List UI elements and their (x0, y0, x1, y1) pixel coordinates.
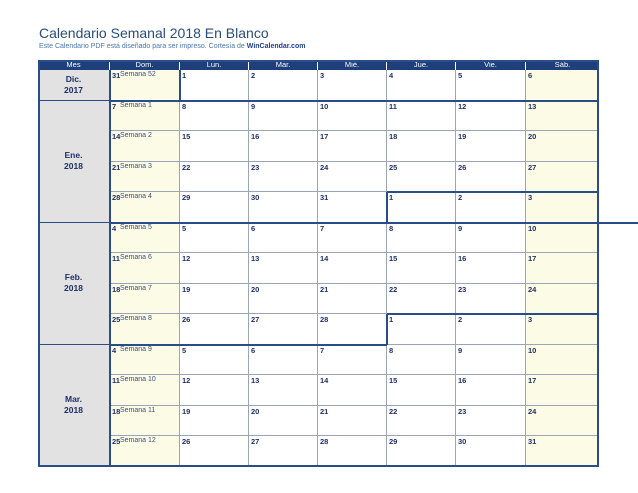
day-number: 20 (528, 132, 537, 141)
day-cell[interactable] (110, 436, 180, 467)
week-number-label: Semana 8 (120, 315, 152, 322)
day-cell[interactable] (387, 131, 456, 162)
day-cell[interactable] (456, 406, 526, 437)
day-number: 22 (389, 406, 398, 416)
day-cell[interactable] (110, 192, 180, 223)
month-boundary-line (110, 222, 387, 224)
month-label (38, 345, 109, 467)
day-cell[interactable] (526, 192, 599, 223)
day-number: 2 (251, 71, 256, 80)
day-cell[interactable] (387, 284, 456, 315)
month-boundary-line (387, 191, 599, 193)
day-cell[interactable] (249, 345, 318, 376)
month-boundary-line (110, 344, 387, 346)
day-number: 2 (458, 315, 463, 324)
day-number: 27 (528, 162, 537, 172)
day-number: 31 (320, 193, 329, 202)
day-cell[interactable] (318, 131, 387, 162)
week-number-label: Semana 11 (120, 406, 156, 414)
day-cell[interactable] (318, 314, 387, 345)
day-cell[interactable] (526, 70, 599, 101)
day-cell[interactable] (456, 345, 526, 376)
day-number: 16 (458, 254, 467, 263)
day-cell[interactable] (180, 131, 249, 162)
day-cell[interactable] (318, 253, 387, 284)
day-number: 29 (389, 437, 398, 446)
day-number: 18 (389, 132, 398, 141)
week-number-label: Semana 9 (120, 345, 152, 353)
day-number: 6 (251, 345, 256, 355)
day-cell[interactable] (387, 192, 456, 223)
day-cell[interactable] (249, 223, 318, 254)
month-label (38, 70, 109, 101)
day-cell[interactable] (456, 101, 526, 132)
day-cell[interactable] (387, 436, 456, 467)
day-number: 1 (389, 193, 394, 202)
day-number: 7 (112, 101, 117, 111)
month-name: Ene. (64, 150, 83, 160)
day-number: 7 (320, 345, 325, 355)
month-year: 2018 (64, 283, 83, 293)
day-cell[interactable] (180, 284, 249, 315)
subtitle-text: Este Calendario PDF está diseñado para ser impreso. Cortesía de (39, 43, 247, 50)
day-cell[interactable] (180, 375, 249, 406)
week-number-label: Semana 1 (120, 101, 152, 109)
day-cell[interactable] (456, 253, 526, 284)
day-number: 28 (320, 315, 329, 324)
day-number: 8 (389, 345, 394, 355)
day-number: 4 (389, 71, 394, 80)
day-cell[interactable] (318, 162, 387, 193)
month-boundary-line (387, 222, 638, 224)
day-cell[interactable] (180, 406, 249, 437)
day-cell[interactable] (387, 70, 456, 101)
month-year: 2017 (64, 84, 83, 95)
day-number: 23 (251, 162, 260, 172)
day-number: 17 (528, 376, 537, 385)
day-number: 10 (528, 345, 537, 355)
day-cell[interactable] (249, 101, 318, 132)
day-number: 30 (251, 193, 260, 202)
day-number: 19 (182, 406, 191, 416)
day-cell[interactable] (180, 253, 249, 284)
day-number: 27 (251, 315, 260, 324)
day-number: 6 (251, 223, 256, 233)
wincalendar-link[interactable]: WinCalendar.com (246, 43, 306, 50)
month-name: Dic. (65, 73, 82, 84)
day-cell[interactable] (456, 314, 526, 345)
month-boundary-line (110, 100, 180, 102)
day-number: 16 (458, 376, 467, 385)
day-cell[interactable] (249, 375, 318, 406)
day-number: 24 (320, 162, 329, 172)
day-number: 25 (112, 315, 121, 324)
column-header-day: Jue. (387, 60, 455, 70)
day-number: 15 (389, 376, 398, 385)
day-number: 30 (458, 437, 467, 446)
month-year: 2018 (64, 161, 83, 171)
day-number: 22 (182, 162, 191, 172)
day-cell[interactable] (249, 284, 318, 315)
day-number: 10 (528, 223, 537, 233)
day-number: 9 (458, 223, 463, 233)
month-label (38, 223, 109, 345)
day-cell[interactable] (387, 253, 456, 284)
month-boundary-line (386, 192, 388, 223)
day-cell[interactable] (318, 284, 387, 315)
day-cell[interactable] (180, 345, 249, 376)
day-number: 31 (112, 71, 121, 80)
day-cell[interactable] (456, 223, 526, 254)
day-cell[interactable] (456, 375, 526, 406)
day-cell[interactable] (526, 223, 599, 254)
day-cell[interactable] (180, 223, 249, 254)
day-number: 4 (112, 345, 117, 355)
day-number: 27 (251, 437, 260, 446)
day-number: 8 (182, 101, 187, 111)
day-number: 28 (320, 437, 329, 446)
day-cell[interactable] (526, 314, 599, 345)
day-cell[interactable] (526, 131, 599, 162)
day-cell[interactable] (387, 162, 456, 193)
day-number: 29 (182, 193, 191, 202)
day-number: 11 (112, 254, 120, 263)
day-cell[interactable] (249, 131, 318, 162)
day-cell[interactable] (180, 162, 249, 193)
day-cell[interactable] (526, 375, 599, 406)
day-cell[interactable] (110, 70, 180, 101)
day-number: 9 (251, 101, 256, 111)
day-number: 13 (251, 376, 260, 385)
day-cell[interactable] (110, 131, 180, 162)
day-cell[interactable] (110, 284, 180, 315)
day-number: 18 (112, 284, 121, 294)
day-cell[interactable] (180, 314, 249, 345)
day-number: 25 (112, 437, 121, 446)
day-number: 14 (112, 132, 121, 141)
week-number-label: Semana 6 (120, 254, 152, 261)
day-cell[interactable] (110, 406, 180, 437)
day-cell[interactable] (110, 345, 180, 376)
column-header-day: Vie. (456, 60, 525, 70)
day-cell[interactable] (526, 406, 599, 437)
day-cell[interactable] (180, 192, 249, 223)
day-cell[interactable] (387, 375, 456, 406)
month-year: 2018 (64, 405, 83, 415)
day-cell[interactable] (318, 101, 387, 132)
day-cell[interactable] (180, 101, 249, 132)
week-number-label: Semana 4 (120, 193, 152, 200)
day-number: 5 (182, 223, 187, 233)
week-number-label: Semana 3 (120, 162, 152, 170)
column-header-month: Mes (38, 60, 109, 70)
month-label (38, 101, 109, 223)
day-cell[interactable] (387, 223, 456, 254)
week-number-label: Semana 2 (120, 132, 152, 139)
day-cell[interactable] (249, 70, 318, 101)
day-number: 9 (458, 345, 463, 355)
month-name: Feb. (64, 272, 83, 282)
day-number: 23 (458, 284, 467, 294)
day-number: 15 (182, 132, 191, 141)
day-cell[interactable] (526, 162, 599, 193)
day-number: 1 (389, 315, 394, 324)
day-cell[interactable] (456, 162, 526, 193)
day-number: 17 (320, 132, 329, 141)
day-cell[interactable] (180, 70, 249, 101)
day-number: 3 (528, 315, 533, 324)
day-number: 21 (320, 284, 329, 294)
page-subtitle (39, 43, 305, 50)
day-cell[interactable] (456, 192, 526, 223)
day-number: 26 (182, 437, 191, 446)
day-cell[interactable] (526, 345, 599, 376)
day-cell[interactable] (456, 436, 526, 467)
day-cell[interactable] (249, 162, 318, 193)
month-boundary-line (109, 70, 111, 467)
day-cell[interactable] (526, 284, 599, 315)
day-number: 26 (458, 162, 467, 172)
day-number: 14 (320, 254, 329, 263)
day-cell[interactable] (110, 314, 180, 345)
day-number: 12 (182, 254, 191, 263)
day-cell[interactable] (387, 345, 456, 376)
day-number: 23 (458, 406, 467, 416)
day-number: 24 (528, 406, 537, 416)
week-number-label: Semana 7 (120, 284, 152, 292)
day-cell[interactable] (110, 253, 180, 284)
day-number: 26 (182, 315, 191, 324)
day-number: 22 (389, 284, 398, 294)
month-name: Mar. (64, 394, 82, 404)
page-title: Calendario Semanal 2018 En Blanco (39, 25, 269, 41)
column-header-day: Mar. (249, 60, 317, 70)
day-cell[interactable] (318, 375, 387, 406)
day-number: 13 (528, 101, 537, 111)
day-cell[interactable] (456, 284, 526, 315)
day-number: 1 (182, 71, 187, 80)
day-number: 3 (320, 71, 325, 80)
day-cell[interactable] (318, 345, 387, 376)
weekly-calendar-table (38, 60, 599, 467)
column-header-day: Sáb. (526, 60, 599, 70)
day-number: 24 (528, 284, 537, 294)
day-cell[interactable] (110, 223, 180, 254)
day-number: 28 (112, 193, 121, 202)
week-number-label: Semana 10 (120, 376, 156, 383)
day-number: 19 (458, 132, 467, 141)
day-number: 3 (528, 193, 533, 202)
day-number: 19 (182, 284, 191, 294)
day-cell[interactable] (318, 223, 387, 254)
day-number: 12 (182, 376, 191, 385)
day-number: 13 (251, 254, 260, 263)
day-number: 25 (389, 162, 398, 172)
day-cell[interactable] (318, 70, 387, 101)
day-number: 20 (251, 284, 260, 294)
month-boundary-line (179, 70, 181, 101)
day-cell[interactable] (387, 406, 456, 437)
day-cell[interactable] (249, 314, 318, 345)
column-header-day: Lun. (180, 60, 248, 70)
day-number: 7 (320, 223, 325, 233)
day-cell[interactable] (110, 162, 180, 193)
day-cell[interactable] (110, 375, 180, 406)
day-cell[interactable] (456, 131, 526, 162)
day-number: 6 (528, 71, 533, 80)
day-number: 11 (112, 376, 120, 385)
week-number-label: Semana 12 (120, 437, 156, 444)
day-number: 18 (112, 406, 121, 416)
day-cell[interactable] (526, 436, 599, 467)
day-number: 2 (458, 193, 463, 202)
column-header-day: Dom. (110, 60, 179, 70)
month-boundary-line (387, 313, 599, 315)
column-header-day: Mié. (318, 60, 386, 70)
day-number: 14 (320, 376, 329, 385)
week-number-label: Semana 52 (120, 71, 156, 78)
day-number: 15 (389, 254, 398, 263)
day-cell[interactable] (249, 406, 318, 437)
day-cell[interactable] (249, 192, 318, 223)
day-cell[interactable] (526, 101, 599, 132)
day-number: 31 (528, 437, 537, 446)
day-cell[interactable] (456, 70, 526, 101)
day-cell[interactable] (249, 253, 318, 284)
day-cell[interactable] (526, 253, 599, 284)
day-cell[interactable] (318, 406, 387, 437)
day-cell[interactable] (110, 101, 180, 132)
month-boundary-line (386, 314, 388, 345)
month-boundary-line (180, 100, 599, 102)
day-number: 11 (389, 101, 397, 111)
day-cell[interactable] (318, 436, 387, 467)
day-cell[interactable] (387, 101, 456, 132)
day-number: 12 (458, 101, 467, 111)
day-number: 17 (528, 254, 537, 263)
day-number: 5 (458, 71, 463, 80)
day-number: 10 (320, 101, 329, 111)
day-cell[interactable] (180, 436, 249, 467)
day-cell[interactable] (249, 436, 318, 467)
day-number: 20 (251, 406, 260, 416)
day-number: 16 (251, 132, 260, 141)
day-number: 5 (182, 345, 187, 355)
day-number: 4 (112, 223, 117, 233)
day-number: 21 (320, 406, 329, 416)
day-cell[interactable] (318, 192, 387, 223)
week-number-label: Semana 5 (120, 223, 152, 231)
day-cell[interactable] (387, 314, 456, 345)
day-number: 21 (112, 162, 121, 172)
day-number: 8 (389, 223, 394, 233)
